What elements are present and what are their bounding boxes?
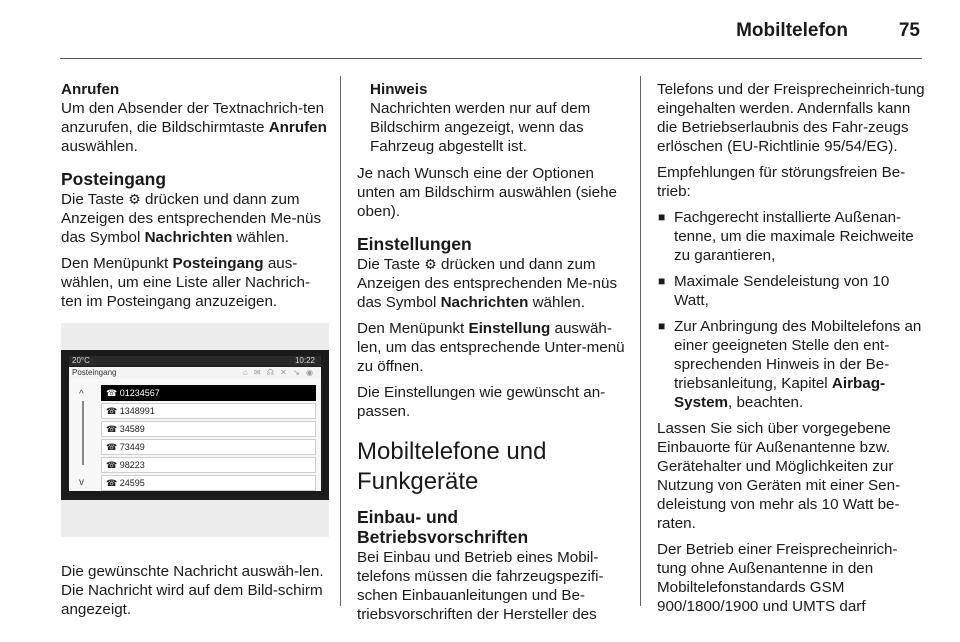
phone-icon: ☎: [106, 442, 120, 452]
col3-paragraph-1: Telefons und der Freisprecheinrich-tung eingehalten werden. Andernfalls kann die Betriebserlaubnis des Fahr-zeugs erlöschen (EU-Richtlinie 95/54/EG).: [657, 81, 925, 155]
screen-body: [69, 379, 321, 491]
text: , beachten.: [728, 394, 804, 411]
column-1: [61, 80, 329, 626]
text: Die Taste: [357, 256, 425, 273]
anrufen-button-label: Anrufen: [268, 119, 327, 136]
nachrichten-label: Nachrichten: [440, 294, 529, 311]
message-row[interactable]: [101, 457, 316, 473]
status-icons: ⌂ ✉ ☊ ✕ ↘ ◉: [242, 368, 315, 377]
message-number: 1348991: [119, 406, 155, 416]
text: drücken und dann zum Anzeigen des entsprechenden Me-nüs das Symbol: [61, 191, 322, 246]
config-key-icon: ⚙: [424, 256, 437, 272]
message-row[interactable]: [101, 439, 316, 455]
col3-paragraph-4: Der Betrieb einer Freisprecheinrich-tung ohne Außenantenne in den Mobiltelefonstandards GSM 900/1800/1900 und UMTS darf: [657, 541, 898, 615]
anrufen-heading: Anrufen: [61, 81, 120, 98]
screen-frame: [61, 350, 329, 500]
message-number: 73449: [119, 442, 145, 452]
column-divider-2: [640, 76, 641, 606]
einstellungen-paragraph-2: [357, 319, 625, 376]
einbau-paragraph: Bei Einbau und Betrieb eines Mobil-telefons müssen die fahrzeugspezifi-schen Einbauanleitungen und Be-triebsvorschriften der Hersteller des: [357, 549, 604, 623]
nachrichten-label: Nachrichten: [144, 229, 233, 246]
phone-icon: ☎: [106, 460, 120, 470]
phone-icon: ☎: [106, 406, 120, 416]
note-heading: Hinweis: [370, 81, 428, 98]
phone-icon: ☎: [106, 424, 120, 434]
recommendation-list: [657, 208, 925, 412]
message-row[interactable]: [101, 421, 316, 437]
phone-icon: ☎: [106, 478, 120, 488]
page-number: 75: [898, 20, 920, 41]
message-row[interactable]: [101, 403, 316, 419]
scroll-down-icon: v: [79, 477, 84, 488]
section-heading: Mobiltelefone und Funkgeräte: [357, 438, 547, 495]
einstellungen-heading: Einstellungen: [357, 234, 472, 254]
message-row[interactable]: [101, 385, 316, 401]
page-title: Mobiltelefon: [736, 20, 848, 41]
message-number: 24595: [119, 478, 145, 488]
list-item: ■ Maximale Sendeleistung von 10 Watt,: [657, 272, 925, 310]
menu-title: Posteingang: [72, 368, 117, 377]
col3-paragraph-3: Lassen Sie sich über vorgegebene Einbauorte für Außenantenne bzw. Gerätehalter und Möglichkeiten zur Nutzung von Geräten mit einer Sen-deleistung von mehr als 10 Watt be-raten.: [657, 420, 901, 532]
posteingang-heading: Posteingang: [61, 169, 167, 189]
text: wählen.: [232, 229, 289, 246]
einstellung-label: Einstellung: [468, 320, 551, 337]
message-list: [101, 385, 316, 493]
text: auswäh-len, um das entsprechende Unter-menü zu öffnen.: [357, 320, 625, 375]
note-box: [357, 80, 625, 156]
text: aus-wählen, um eine Liste aller Nachrich-ten im Posteingang anzuzeigen.: [61, 255, 311, 310]
einstellungen-paragraph-3: Die Einstellungen wie gewünscht an-passen.: [357, 384, 606, 420]
text: Den Menüpunkt: [357, 320, 469, 337]
airbag-system-label: Airbag-System: [674, 375, 886, 411]
posteingang-paragraph-1: [61, 190, 329, 247]
text: drücken und dann zum Anzeigen des entsprechenden Me-nüs das Symbol: [357, 256, 618, 311]
einstellungen-paragraph-1: [357, 255, 625, 312]
infotainment-screen-image: [61, 323, 329, 537]
text: Die Taste: [61, 191, 129, 208]
screen-menu-bar: [69, 367, 321, 379]
anrufen-text-end: auswählen.: [61, 138, 138, 155]
message-number: 98223: [119, 460, 145, 470]
anrufen-paragraph: [61, 80, 329, 156]
screen-status-bar: [69, 356, 321, 366]
anrufen-text: Um den Absender der Textnachrich-ten anzurufen, die Bildschirmtaste: [61, 100, 325, 136]
temperature: 20°C: [72, 356, 90, 365]
list-item: [657, 317, 925, 412]
scroll-up-icon: ^: [79, 389, 84, 400]
subsection-heading: Einbau- und Betriebsvorschriften: [357, 507, 529, 547]
config-key-icon: ⚙: [128, 191, 141, 207]
posteingang-label: Posteingang: [172, 255, 264, 272]
options-paragraph: Je nach Wunsch eine der Optionen unten am Bildschirm auswählen (siehe oben).: [357, 165, 618, 220]
column-3: [657, 80, 925, 623]
message-row[interactable]: [101, 475, 316, 491]
scrollbar: [82, 401, 84, 465]
clock: 10:22: [294, 356, 315, 365]
posteingang-paragraph-2: [61, 254, 329, 311]
page-header: [0, 0, 960, 60]
text: Den Menüpunkt: [61, 255, 173, 272]
text: wählen.: [528, 294, 585, 311]
column-2: [357, 80, 625, 631]
col3-paragraph-2: Empfehlungen für störungsfreien Be-trieb:: [657, 164, 906, 200]
list-item: ■ Fachgerecht installierte Außenan-tenne, um die maximale Reichweite zu garantieren,: [657, 208, 925, 265]
column-divider-1: [340, 76, 341, 606]
note-text: Nachrichten werden nur auf dem Bildschirm angezeigt, wenn das Fahrzeug abgestellt ist.: [370, 100, 591, 155]
text: Zur Anbringung des Mobiltelefons an einer geeigneten Stelle den ent-sprechenden Hinweis in der Be-triebsanleitung, Kapitel: [674, 318, 922, 392]
phone-icon: ☎: [106, 388, 120, 398]
message-number: 34589: [119, 424, 145, 434]
header-rule: [60, 58, 922, 59]
message-number: 01234567: [119, 388, 160, 398]
caption: Die gewünschte Nachricht auswäh-len. Die Nachricht wird auf dem Bild-schirm angezeigt.: [61, 563, 324, 618]
